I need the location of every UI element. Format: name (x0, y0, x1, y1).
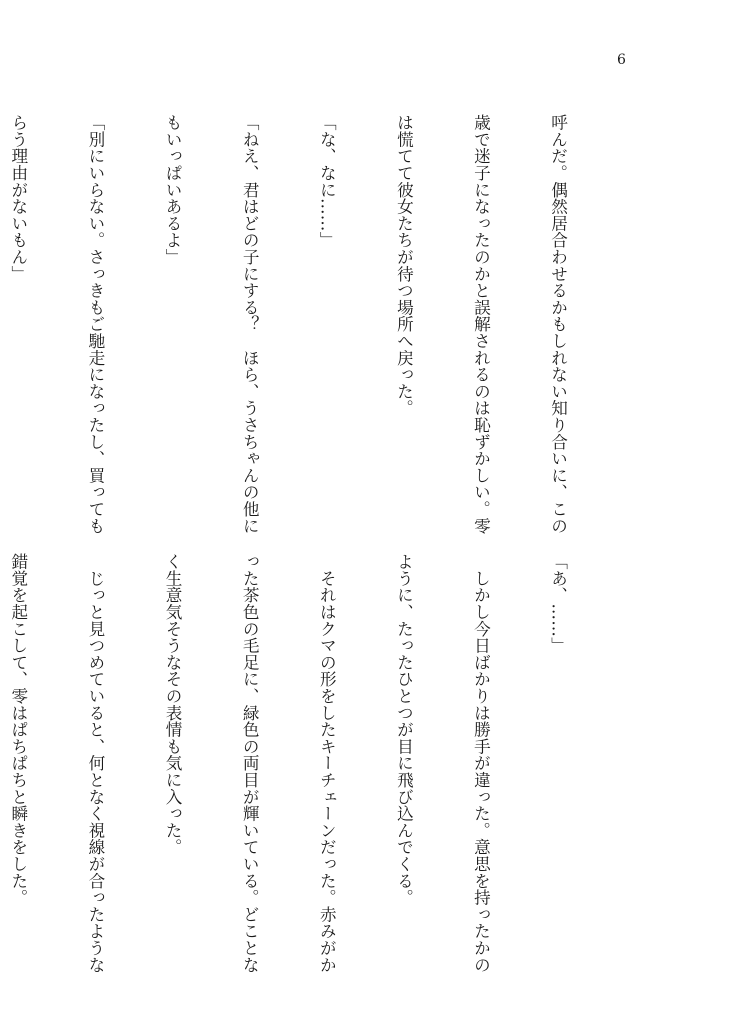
text-line: じっと見つめていると、何となく視線が合ったような (85, 553, 105, 973)
text-line: もいっぱいあるよ」 (163, 114, 183, 266)
text-line: ように、たったひとつが目に飛び込んでくる。 (394, 553, 414, 906)
text-block-upper (8, 114, 622, 534)
text-line: 歳で迷子になったのかと誤解されるのは恥ずかしい。零 (471, 114, 491, 534)
text-line: は慌てて彼女たちが待つ場所へ戻った。 (394, 114, 414, 417)
text-line: く生意気そうなその表情も気に入った。 (163, 553, 183, 856)
text-line: った茶色の毛足に、緑色の両目が輝いている。どことな (240, 553, 260, 973)
text-line: 呼んだ。偶然居合わせるかもしれない知り合いに、この (548, 114, 568, 534)
text-line: 「ねえ、君はどの子にする？ ほら、うさちゃんの他に (240, 114, 260, 534)
text-line: らう理由がないもん」 (8, 114, 28, 282)
text-block-lower (8, 553, 622, 973)
text-line: 錯覚を起こして、零はぱちぱちと瞬きをした。 (8, 553, 28, 906)
text-line: しかし今日ばかりは勝手が違った。意思を持ったかの (471, 553, 491, 973)
text-line: 「あ、……」 (548, 553, 568, 654)
text-line: それはクマの形をしたキーチェーンだった。赤みがか (317, 553, 337, 973)
text-line: 「な、なに……」 (317, 114, 337, 249)
page-number: 6 (617, 52, 627, 68)
text-line: 「別にいらない。さっきもご馳走になったし、買っても (85, 114, 105, 534)
